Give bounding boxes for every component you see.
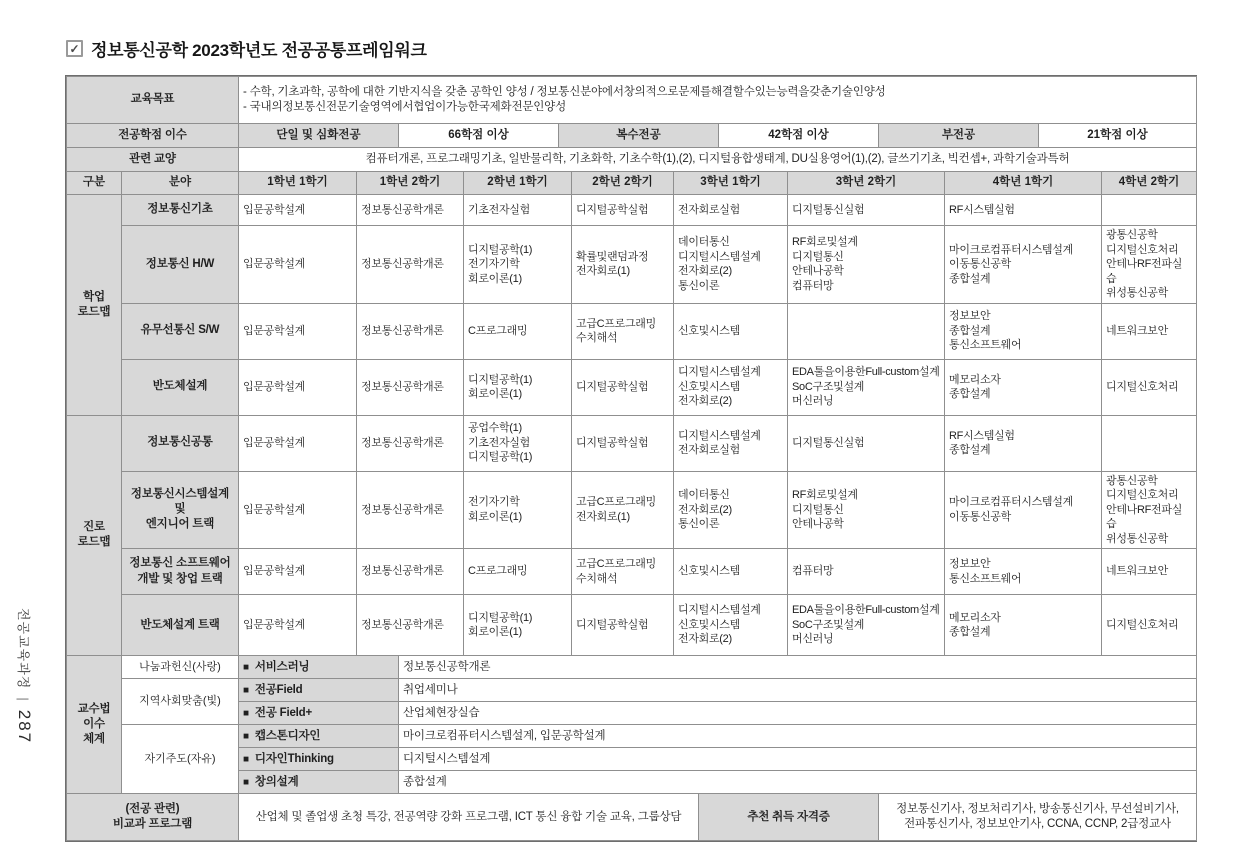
liberal-arts-label: 관련 교양 xyxy=(67,148,239,172)
course-cell: 디지털통신실험 xyxy=(788,415,945,471)
pedagogy-method xyxy=(239,771,399,794)
roadmap-table xyxy=(66,171,1197,656)
course-cell: 정보보안 종합설계 통신소프트웨어 xyxy=(945,303,1102,359)
pedagogy-method xyxy=(239,702,399,725)
section-pedagogy: 교수법 이수 체계 xyxy=(67,656,122,794)
education-goal-label: 교육목표 xyxy=(67,77,239,124)
course-cell xyxy=(1102,195,1197,226)
pedagogy-method-label: 서비스러닝 xyxy=(254,660,310,673)
course-cell: 정보통신공학개론 xyxy=(357,415,464,471)
course-cell: 입문공학설계 xyxy=(239,195,357,226)
course-cell xyxy=(788,303,945,359)
course-cell: 디지털공학실험 xyxy=(572,415,674,471)
course-cell: 디지털공학실험 xyxy=(572,359,674,415)
course-cell: 디지털공학실험 xyxy=(572,595,674,656)
pedagogy-category: 자기주도(자유) xyxy=(122,725,239,794)
field-label: 정보통신시스템설계 및 엔지니어 트랙 xyxy=(122,471,239,549)
semester-header: 3학년 2학기 xyxy=(788,172,945,195)
course-cell: 디지털공학(1) 회로이론(1) xyxy=(464,595,572,656)
pedagogy-category: 지역사회맞춤(빛) xyxy=(122,679,239,725)
course-cell: C프로그래밍 xyxy=(464,549,572,595)
semester-header: 2학년 2학기 xyxy=(572,172,674,195)
course-cell: 데이터통신 디지털시스템설계 전자회로(2) 통신이론 xyxy=(674,226,788,304)
course-cell: 정보통신공학개론 xyxy=(357,195,464,226)
square-bullet-icon: ■ xyxy=(243,707,249,719)
semester-header: 4학년 1학기 xyxy=(945,172,1102,195)
recommended-certs-label: 추천 취득 자격증 xyxy=(699,794,879,841)
field-label: 정보통신기초 xyxy=(122,195,239,226)
pedagogy-category: 나눔과헌신(사랑) xyxy=(122,656,239,679)
document-title-row xyxy=(66,36,427,61)
credit-value: 66학점 이상 xyxy=(399,124,559,148)
course-cell: 디지털신호처리 xyxy=(1102,359,1197,415)
pedagogy-method-label: 창의설계 xyxy=(254,775,299,788)
course-cell: 마이크로컴퓨터시스템설계 이동통신공학 종합설계 xyxy=(945,226,1102,304)
course-cell: 입문공학설계 xyxy=(239,471,357,549)
course-cell xyxy=(1102,415,1197,471)
pedagogy-method xyxy=(239,679,399,702)
square-bullet-icon: ■ xyxy=(243,776,249,788)
pedagogy-value: 산업체현장실습 xyxy=(399,702,1197,725)
extracurricular-programs: 산업체 및 졸업생 초청 특강, 전공역량 강화 프로그램, ICT 통신 융합 기술 교육, 그룹상담 xyxy=(239,794,699,841)
pedagogy-method xyxy=(239,748,399,771)
course-cell: 공업수학(1) 기초전자실험 디지털공학(1) xyxy=(464,415,572,471)
course-cell: RF시스템실험 xyxy=(945,195,1102,226)
pedagogy-method-label: 캡스톤디자인 xyxy=(254,729,321,742)
semester-header: 2학년 1학기 xyxy=(464,172,572,195)
course-cell: 입문공학설계 xyxy=(239,595,357,656)
course-cell: 디지털시스템설계 신호및시스템 전자회로(2) xyxy=(674,595,788,656)
course-cell: 메모리소자 종합설계 xyxy=(945,595,1102,656)
course-cell: 데이터통신 전자회로(2) 통신이론 xyxy=(674,471,788,549)
pedagogy-value: 취업세미나 xyxy=(399,679,1197,702)
page-title: 정보통신공학 2023학년도 전공공통프레임워크 xyxy=(91,41,427,60)
course-cell: 입문공학설계 xyxy=(239,359,357,415)
course-cell: 메모리소자 종합설계 xyxy=(945,359,1102,415)
course-cell: 전기자기학 회로이론(1) xyxy=(464,471,572,549)
pedagogy-method-label: 전공 Field+ xyxy=(254,706,313,719)
course-cell: 마이크로컴퓨터시스템설계 이동통신공학 xyxy=(945,471,1102,549)
major-credits-label: 전공학점 이수 xyxy=(67,124,239,148)
semester-header: 1학년 2학기 xyxy=(357,172,464,195)
header-gubun: 구분 xyxy=(67,172,122,195)
course-cell: RF시스템실험 종합설계 xyxy=(945,415,1102,471)
credit-type: 복수전공 xyxy=(559,124,719,148)
checkbox-checked-icon: ✓ xyxy=(66,40,83,57)
pedagogy-value: 디지털시스템설계 xyxy=(399,748,1197,771)
course-cell: 신호및시스템 xyxy=(674,303,788,359)
liberal-arts-list: 컴퓨터개론, 프로그래밍기초, 일반물리학, 기초화학, 기초수학(1),(2), 디지털융합생태계, DU실용영어(1),(2), 글쓰기기초, 빅컨셉+, 과학기술과특허 xyxy=(239,148,1197,172)
semester-header: 3학년 1학기 xyxy=(674,172,788,195)
field-label: 정보통신 H/W xyxy=(122,226,239,304)
course-cell: 신호및시스템 xyxy=(674,549,788,595)
field-label: 정보통신 소프트웨어 개발 및 창업 트랙 xyxy=(122,549,239,595)
side-separator: | xyxy=(16,697,31,702)
credit-type: 단일 및 심화전공 xyxy=(239,124,399,148)
section-academic-roadmap: 학업 로드맵 xyxy=(67,195,122,416)
course-cell: 고급C프로그래밍 수치해석 xyxy=(572,549,674,595)
course-cell: 정보통신공학개론 xyxy=(357,471,464,549)
credit-type: 부전공 xyxy=(879,124,1039,148)
course-cell: 네트워크보안 xyxy=(1102,303,1197,359)
course-cell: 컴퓨터망 xyxy=(788,549,945,595)
course-cell: 확률및랜덤과정 전자회로(1) xyxy=(572,226,674,304)
course-cell: 디지털시스템설계 신호및시스템 전자회로(2) xyxy=(674,359,788,415)
field-label: 반도체설계 xyxy=(122,359,239,415)
course-cell: 정보통신공학개론 xyxy=(357,359,464,415)
course-cell: 디지털시스템설계 전자회로실험 xyxy=(674,415,788,471)
section-career-roadmap: 진로 로드맵 xyxy=(67,415,122,656)
course-cell: 기초전자실험 xyxy=(464,195,572,226)
curriculum-framework xyxy=(65,75,1197,842)
extracurricular-table xyxy=(66,793,1197,841)
course-cell: EDA툴을이용한Full-custom설계 SoC구조및설계 머신러닝 xyxy=(788,359,945,415)
course-cell: RF회로및설계 디지털통신 안테나공학 컴퓨터망 xyxy=(788,226,945,304)
side-caption-text: 전공교육과정 xyxy=(16,608,31,690)
credit-value: 21학점 이상 xyxy=(1039,124,1197,148)
course-cell: C프로그래밍 xyxy=(464,303,572,359)
header-field: 분야 xyxy=(122,172,239,195)
course-cell: 광통신공학 디지털신호처리 안테나RF전파실습 위성통신공학 xyxy=(1102,226,1197,304)
course-cell: 전자회로실험 xyxy=(674,195,788,226)
course-cell: 정보보안 통신소프트웨어 xyxy=(945,549,1102,595)
course-cell: 정보통신공학개론 xyxy=(357,549,464,595)
course-cell: 입문공학설계 xyxy=(239,303,357,359)
recommended-certs-list: 정보통신기사, 정보처리기사, 방송통신기사, 무선설비기사, 전파통신기사, 정보보안기사, CCNA, CCNP, 2급정교사 xyxy=(879,794,1197,841)
education-goal-text: - 수학, 기초과학, 공학에 대한 기반지식을 갖춘 공학인 양성 / 정보통신분야에서창의적으로문제를해결할수있는능력을갖춘기술인양성 - 국내의정보통신전문기술영역에서협업이가능한국제화전문인양성 xyxy=(239,77,1197,124)
square-bullet-icon: ■ xyxy=(243,661,249,673)
course-cell: 디지털공학실험 xyxy=(572,195,674,226)
extracurricular-label: (전공 관련) 비교과 프로그램 xyxy=(67,794,239,841)
course-cell: 디지털통신실험 xyxy=(788,195,945,226)
course-cell: 고급C프로그래밍 전자회로(1) xyxy=(572,471,674,549)
page-number: 287 xyxy=(15,709,34,745)
semester-header: 4학년 2학기 xyxy=(1102,172,1197,195)
course-cell: 정보통신공학개론 xyxy=(357,595,464,656)
semester-header: 1학년 1학기 xyxy=(239,172,357,195)
course-cell: 네트워크보안 xyxy=(1102,549,1197,595)
pedagogy-method xyxy=(239,656,399,679)
field-label: 유무선통신 S/W xyxy=(122,303,239,359)
square-bullet-icon: ■ xyxy=(243,684,249,696)
field-label: 반도체설계 트랙 xyxy=(122,595,239,656)
pedagogy-method-label: 전공Field xyxy=(254,683,303,696)
info-table xyxy=(66,76,1197,172)
course-cell: 입문공학설계 xyxy=(239,549,357,595)
course-cell: 디지털공학(1) 전기자기학 회로이론(1) xyxy=(464,226,572,304)
course-cell: 입문공학설계 xyxy=(239,415,357,471)
course-cell: 정보통신공학개론 xyxy=(357,303,464,359)
course-cell: 정보통신공학개론 xyxy=(357,226,464,304)
course-cell: 광통신공학 디지털신호처리 안테나RF전파실습 위성통신공학 xyxy=(1102,471,1197,549)
course-cell: RF회로및설계 디지털통신 안테나공학 xyxy=(788,471,945,549)
course-cell: 입문공학설계 xyxy=(239,226,357,304)
pedagogy-table xyxy=(66,655,1197,794)
pedagogy-value: 마이크로컴퓨터시스템설계, 입문공학설계 xyxy=(399,725,1197,748)
pedagogy-method-label: 디자인Thinking xyxy=(254,752,334,765)
field-label: 정보통신공통 xyxy=(122,415,239,471)
course-cell: 고급C프로그래밍 수치해석 xyxy=(572,303,674,359)
credit-value: 42학점 이상 xyxy=(719,124,879,148)
square-bullet-icon: ■ xyxy=(243,753,249,765)
course-cell: 디지털신호처리 xyxy=(1102,595,1197,656)
course-cell: 디지털공학(1) 회로이론(1) xyxy=(464,359,572,415)
course-cell: EDA툴을이용한Full-custom설계 SoC구조및설계 머신러닝 xyxy=(788,595,945,656)
pedagogy-value: 정보통신공학개론 xyxy=(399,656,1197,679)
square-bullet-icon: ■ xyxy=(243,730,249,742)
pedagogy-value: 종합설계 xyxy=(399,771,1197,794)
pedagogy-method xyxy=(239,725,399,748)
page-side-caption xyxy=(12,608,34,828)
